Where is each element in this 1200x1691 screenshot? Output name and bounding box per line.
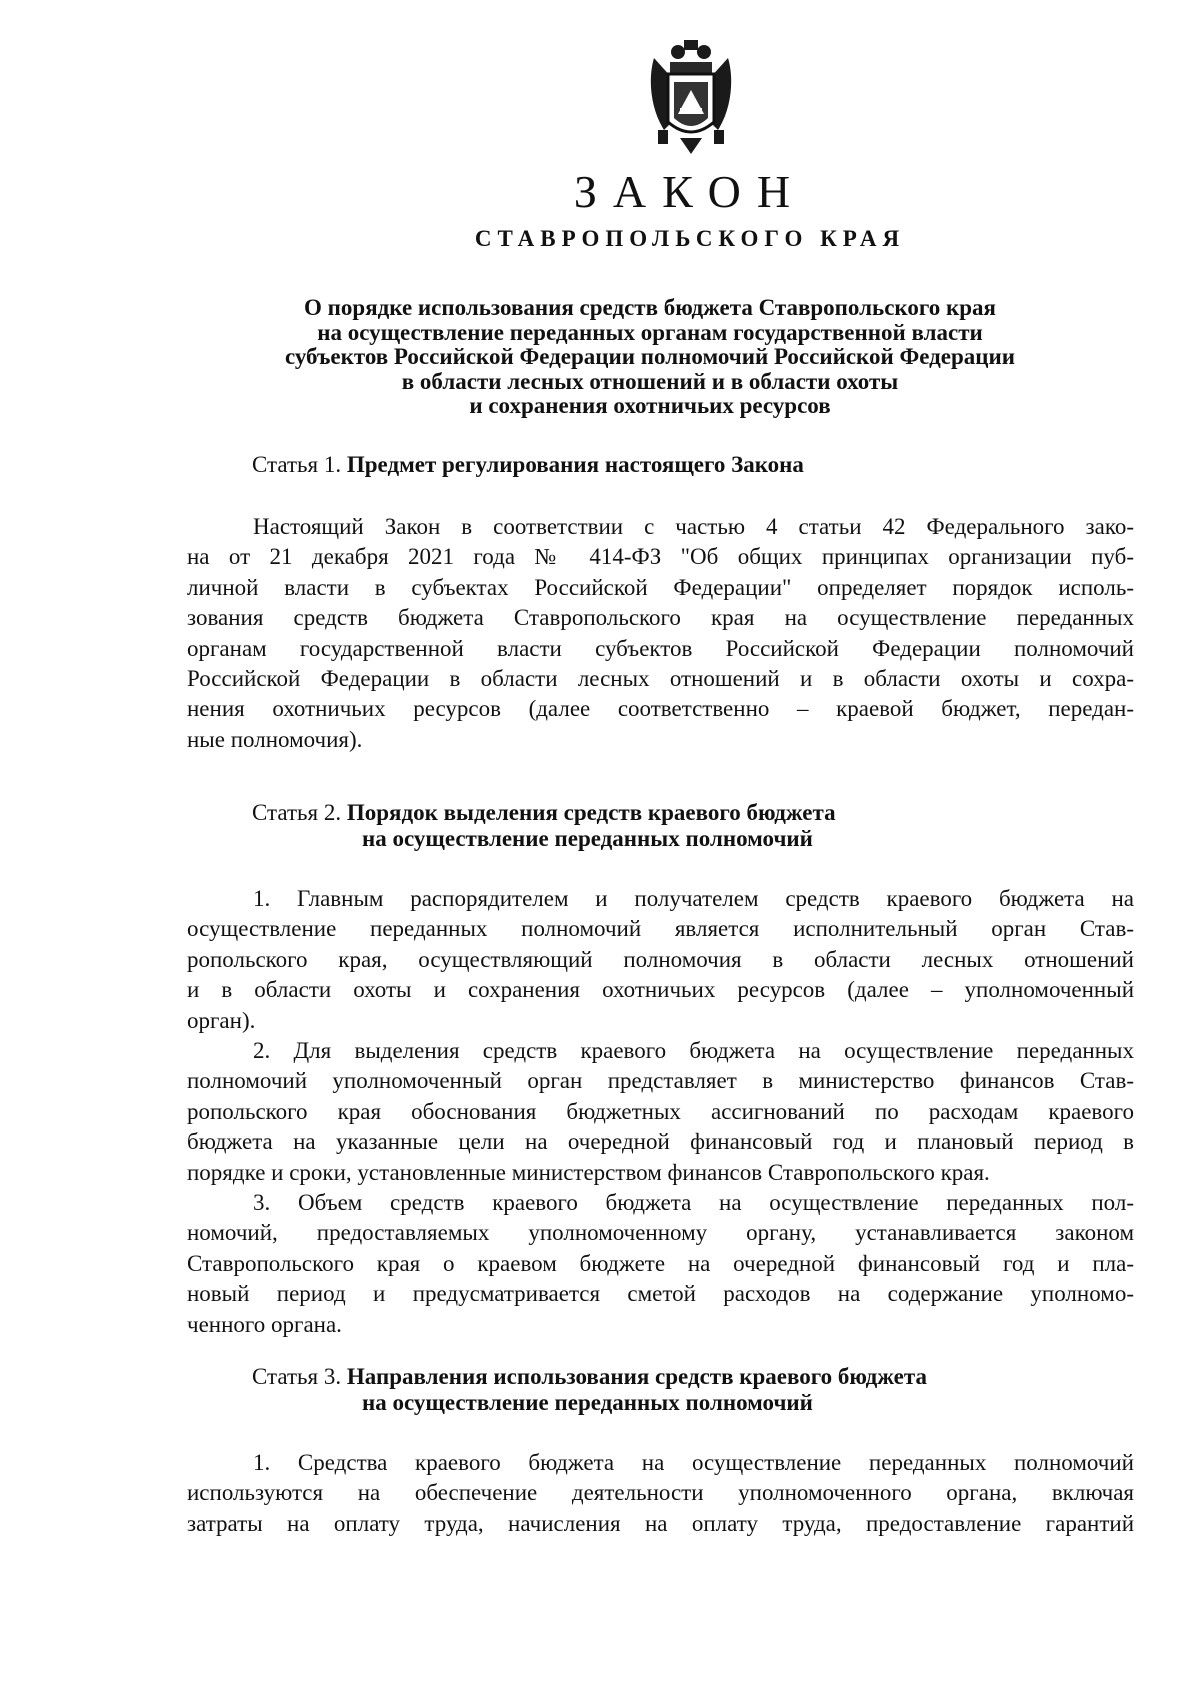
article-title-line-2: на осуществление переданных полномочий	[362, 1390, 813, 1415]
text-line: порядке и сроки, установленные министерством финансов Ставропольского края.	[187, 1159, 990, 1185]
document-type: ЗАКОН	[573, 166, 807, 217]
text-line: ропольского края, осуществляющий полномочия в области лесных отношений	[187, 946, 1134, 972]
article-1-heading	[252, 452, 1132, 478]
title-line: на осуществление переданных органам государственной власти	[317, 319, 983, 345]
text-line: зования средств бюджета Ставропольского края на осуществление переданных	[187, 605, 1134, 631]
document-title	[190, 296, 1110, 419]
title-line: О порядке использования средств бюджета Ставропольского края	[304, 295, 996, 320]
article-2-heading	[252, 800, 1132, 852]
article-number: Статья 3.	[252, 1364, 342, 1389]
text-line: 1. Средства краевого бюджета на осуществление переданных полномочий	[253, 1450, 1134, 1475]
text-line: личной власти в субъектах Российской Федерации" определяет порядок исполь-	[187, 574, 1134, 600]
text-line: бюджета на указанные цели на очередной финансовый год и плановый период в	[187, 1129, 1134, 1155]
text-line: Настоящий Закон в соответствии с частью 4 статьи 42 Федерального зако-	[253, 514, 1134, 539]
text-line: полномочий уполномоченный орган представляет в министерство финансов Став-	[187, 1068, 1134, 1094]
text-line: осуществление переданных полномочий является исполнительный орган Став-	[187, 916, 1134, 942]
text-line: и в области охоты и сохранения охотничьих ресурсов (далее – уполномоченный	[187, 977, 1134, 1003]
article-3-heading	[252, 1364, 1132, 1416]
text-line: Российской Федерации в области лесных отношений и в области охоты и сохра-	[187, 666, 1134, 692]
text-line: 1. Главным распорядителем и получателем средств краевого бюджета на	[253, 886, 1134, 911]
article-title: Направления использования средств краевого бюджета	[346, 1364, 927, 1389]
text-line: нения охотничьих ресурсов (далее соответственно – краевой бюджет, передан-	[187, 696, 1134, 722]
article-number: Статья 2.	[252, 800, 342, 825]
article-2-paragraphs	[187, 884, 1134, 1340]
text-line: 2. Для выделения средств краевого бюджета на осуществление переданных	[253, 1038, 1134, 1064]
text-line: органам государственной власти субъектов Российской Федерации полномочий	[187, 635, 1134, 661]
article-title: Предмет регулирования настоящего Закона	[346, 452, 804, 477]
text-line: используются на обеспечение деятельности уполномоченного органа, включая	[187, 1480, 1134, 1506]
text-line: ные полномочия).	[187, 726, 363, 752]
title-line: субъектов Российской Федерации полномочий Российской Федерации	[284, 344, 1016, 370]
text-line: ропольского края обоснования бюджетных ассигнований по расходам краевого	[187, 1098, 1134, 1124]
article-1-paragraph	[187, 512, 1134, 755]
article-number: Статья 1.	[252, 452, 342, 477]
title-line: и сохранения охотничьих ресурсов	[469, 393, 831, 419]
article-3-paragraph	[187, 1448, 1134, 1539]
article-title: Порядок выделения средств краевого бюджета	[346, 800, 836, 825]
text-line: Ставропольского края о краевом бюджете на очередной финансовый год и пла-	[187, 1250, 1134, 1276]
text-line: на от 21 декабря 2021 года № 414-ФЗ "Об общих принципах организации пуб-	[187, 544, 1134, 570]
text-line: орган).	[187, 1007, 256, 1033]
text-line: новый период и предусматривается сметой расходов на содержание уполномо-	[187, 1281, 1134, 1307]
title-line: в области лесных отношений и в области охоты	[401, 368, 899, 394]
article-title-line-2: на осуществление переданных полномочий	[362, 826, 813, 851]
text-line: номочий, предоставляемых уполномоченному органу, устанавливается законом	[187, 1220, 1134, 1246]
coat-of-arms-icon	[646, 38, 736, 156]
text-line: 3. Объем средств краевого бюджета на осуществление переданных пол-	[253, 1190, 1134, 1216]
document-region: СТАВРОПОЛЬСКОГО КРАЯ	[474, 226, 906, 251]
text-line: затраты на оплату труда, начисления на оплату труда, предоставление гарантий	[187, 1510, 1134, 1536]
text-line: ченного органа.	[187, 1311, 342, 1337]
